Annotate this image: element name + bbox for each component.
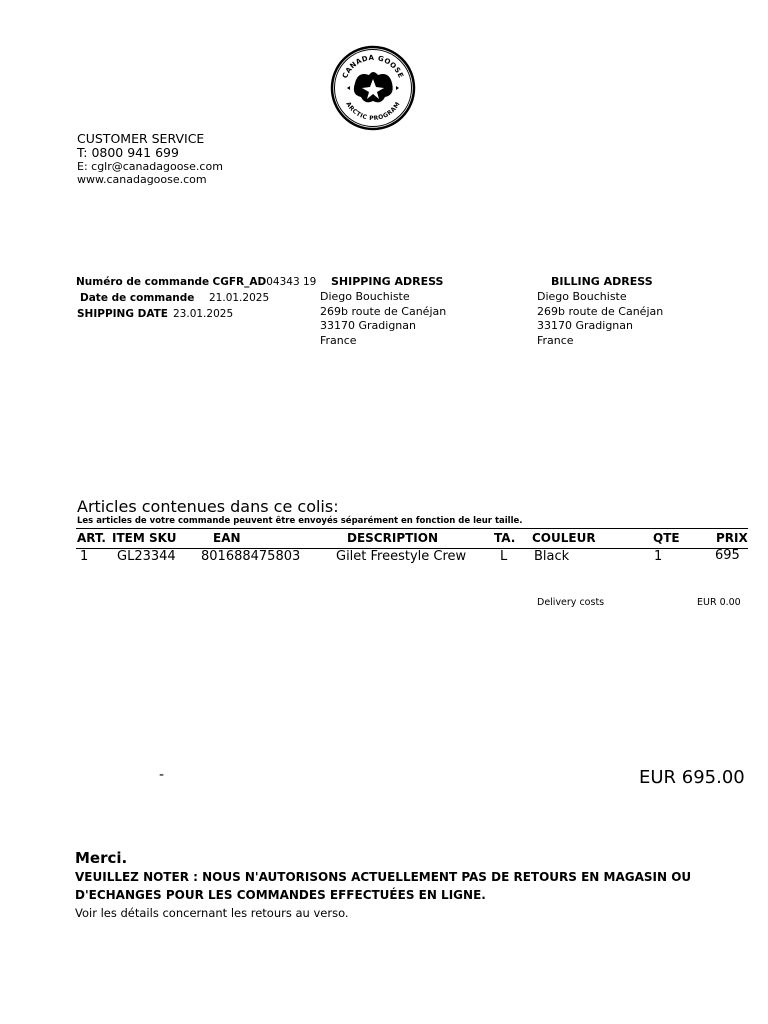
cell-prix: 695	[715, 548, 740, 563]
shipping-date-value: 23.01.2025	[173, 308, 234, 320]
billing-address-title: BILLING ADRESS	[551, 275, 653, 288]
shipping-name: Diego Bouchiste	[320, 290, 410, 303]
customer-service-title: CUSTOMER SERVICE	[77, 131, 205, 146]
billing-city: 33170 Gradignan	[537, 319, 633, 332]
cell-description: Gilet Freestyle Crew	[336, 549, 467, 564]
cell-ta: L	[500, 549, 508, 564]
merci-heading: Merci.	[75, 849, 128, 867]
shipping-country: France	[320, 333, 357, 347]
cell-qte: 1	[654, 549, 663, 564]
col-header-ta: TA.	[494, 531, 516, 545]
customer-service-email[interactable]: E: cglr@canadagoose.com	[77, 160, 223, 173]
total-dash: -	[159, 767, 165, 783]
shipping-address-title: SHIPPING ADRESS	[331, 275, 444, 288]
order-number	[76, 276, 316, 288]
delivery-costs-label: Delivery costs	[537, 597, 605, 608]
shipping-address	[320, 290, 446, 348]
cell-couleur: Black	[534, 549, 570, 564]
order-number-prefix: CGFR_AD	[212, 276, 267, 288]
col-header-sku: ITEM SKU	[112, 531, 177, 545]
billing-address	[537, 290, 663, 348]
billing-country: France	[537, 333, 574, 347]
delivery-costs-value: EUR 0.00	[697, 597, 741, 608]
order-date-value: 21.01.2025	[209, 292, 270, 304]
returns-details-link[interactable]: Voir les détails concernant les retours au verso.	[75, 906, 349, 920]
col-header-description: DESCRIPTION	[347, 531, 439, 545]
articles-heading: Articles contenues dans ce colis:	[77, 497, 339, 516]
shipping-city: 33170 Gradignan	[320, 319, 416, 332]
col-header-qte: QTE	[653, 531, 680, 545]
col-header-art: ART.	[77, 531, 106, 545]
svg-text:CANADA GOOSE: CANADA GOOSE	[340, 53, 406, 80]
col-header-couleur: COULEUR	[532, 531, 596, 545]
cell-ean: 801688475803	[201, 549, 301, 564]
shipping-street: 269b route de Canéjan	[320, 304, 447, 318]
returns-warning: VEUILLEZ NOTER : NOUS N'AUTORISONS ACTUELLEMENT PAS DE RETOURS EN MAGASIN OU D'ECHANGES POUR LES COMMANDES EFFECTUÉES EN LIGNE.	[75, 870, 692, 902]
table-top-divider	[76, 528, 748, 529]
billing-street: 269b route de Canéjan	[537, 304, 664, 318]
customer-service-website[interactable]: www.canadagoose.com	[77, 173, 207, 186]
customer-service-phone: T: 0800 941 699	[77, 145, 179, 160]
cell-art: 1	[80, 549, 89, 564]
total-amount: EUR 695.00	[639, 767, 745, 788]
order-date-label: Date de commande	[80, 292, 195, 304]
canada-goose-logo	[323, 45, 423, 131]
order-number-label: Numéro de commande	[76, 276, 210, 288]
articles-note: Les articles de votre commande peuvent être envoyés séparément en fonction de leur taille.	[77, 516, 523, 526]
svg-text:ARCTIC PROGRAM: ARCTIC PROGRAM	[344, 100, 402, 123]
col-header-prix: PRIX	[716, 531, 748, 545]
shipping-date-label: SHIPPING DATE	[77, 308, 168, 320]
cell-sku: GL23344	[117, 549, 176, 564]
order-number-value: 04343 19	[266, 276, 317, 288]
col-header-ean: EAN	[213, 531, 241, 545]
billing-name: Diego Bouchiste	[537, 290, 627, 303]
